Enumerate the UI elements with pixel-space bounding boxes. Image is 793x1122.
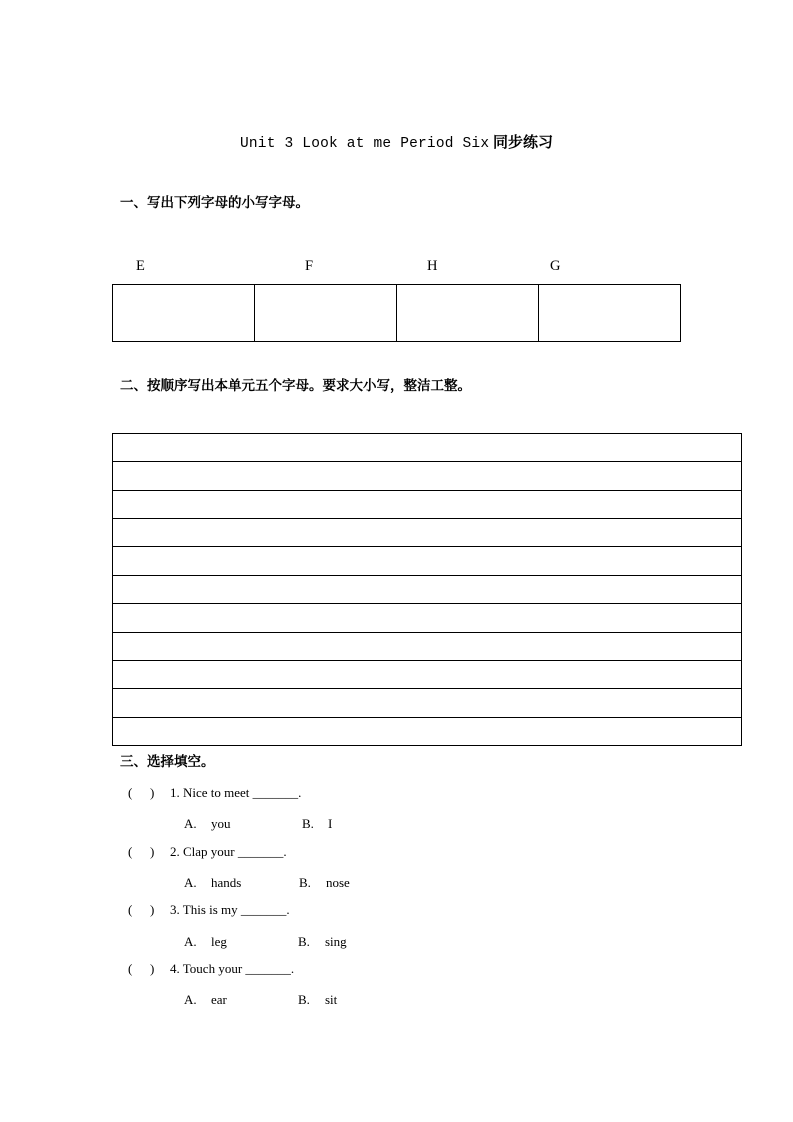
option-b-label: B. bbox=[298, 934, 310, 949]
answer-parentheses[interactable] bbox=[128, 902, 155, 918]
letter-f: F bbox=[305, 258, 314, 274]
title-chinese: 同步练习 bbox=[492, 133, 553, 151]
option-a-text[interactable]: you bbox=[211, 816, 231, 831]
paren-open: ( bbox=[128, 961, 133, 976]
answer-box-h[interactable] bbox=[397, 285, 539, 341]
writing-line[interactable] bbox=[113, 576, 741, 604]
option-a-text[interactable]: hands bbox=[211, 875, 242, 890]
writing-line[interactable] bbox=[113, 519, 741, 547]
writing-line[interactable] bbox=[113, 718, 741, 745]
paren-open: ( bbox=[128, 785, 133, 800]
option-b-label: B. bbox=[299, 875, 311, 890]
paren-close: ) bbox=[150, 785, 155, 800]
writing-line[interactable] bbox=[113, 689, 741, 717]
title-english: Unit 3 Look at me Period Six bbox=[239, 136, 490, 152]
question-1: 1. Nice to meet _______. bbox=[170, 785, 302, 800]
answer-parentheses[interactable] bbox=[128, 785, 155, 801]
paren-close: ) bbox=[150, 902, 155, 917]
answer-box-e[interactable] bbox=[113, 285, 255, 341]
option-b-text[interactable]: sing bbox=[325, 934, 347, 949]
option-a-text[interactable]: ear bbox=[211, 992, 227, 1007]
option-b-text[interactable]: I bbox=[328, 816, 333, 831]
option-b-label: B. bbox=[298, 992, 310, 1007]
answer-parentheses[interactable] bbox=[128, 844, 155, 860]
option-a-label: A. bbox=[184, 875, 197, 890]
option-a-label: A. bbox=[184, 816, 197, 831]
page-title bbox=[0, 131, 793, 152]
lowercase-answer-boxes bbox=[112, 284, 681, 342]
question-3: 3. This is my _______. bbox=[170, 902, 290, 917]
section1-heading: 一、写出下列字母的小写字母。 bbox=[120, 195, 309, 211]
paren-open: ( bbox=[128, 844, 133, 859]
writing-line[interactable] bbox=[113, 547, 741, 575]
paren-close: ) bbox=[150, 844, 155, 859]
option-b-text[interactable]: sit bbox=[325, 992, 338, 1007]
section3-heading: 三、选择填空。 bbox=[120, 754, 215, 770]
question-4: 4. Touch your _______. bbox=[170, 961, 295, 976]
writing-line[interactable] bbox=[113, 604, 741, 632]
letter-e: E bbox=[136, 258, 145, 274]
writing-line[interactable] bbox=[113, 434, 741, 462]
option-a-label: A. bbox=[184, 934, 197, 949]
option-b-text[interactable]: nose bbox=[326, 875, 350, 890]
letter-h: H bbox=[427, 258, 438, 274]
paren-open: ( bbox=[128, 902, 133, 917]
answer-box-f[interactable] bbox=[255, 285, 397, 341]
option-a-label: A. bbox=[184, 992, 197, 1007]
letter-g: G bbox=[550, 258, 561, 274]
option-a-text[interactable]: leg bbox=[211, 934, 227, 949]
answer-box-g[interactable] bbox=[539, 285, 680, 341]
paren-close: ) bbox=[150, 961, 155, 976]
writing-line[interactable] bbox=[113, 462, 741, 490]
writing-line[interactable] bbox=[113, 661, 741, 689]
writing-lines bbox=[112, 433, 742, 746]
section2-heading: 二、按顺序写出本单元五个字母。要求大小写，整洁工整。 bbox=[120, 378, 471, 394]
writing-line[interactable] bbox=[113, 491, 741, 519]
writing-line[interactable] bbox=[113, 633, 741, 661]
question-2: 2. Clap your _______. bbox=[170, 844, 287, 859]
option-b-label: B. bbox=[302, 816, 314, 831]
answer-parentheses[interactable] bbox=[128, 961, 155, 977]
